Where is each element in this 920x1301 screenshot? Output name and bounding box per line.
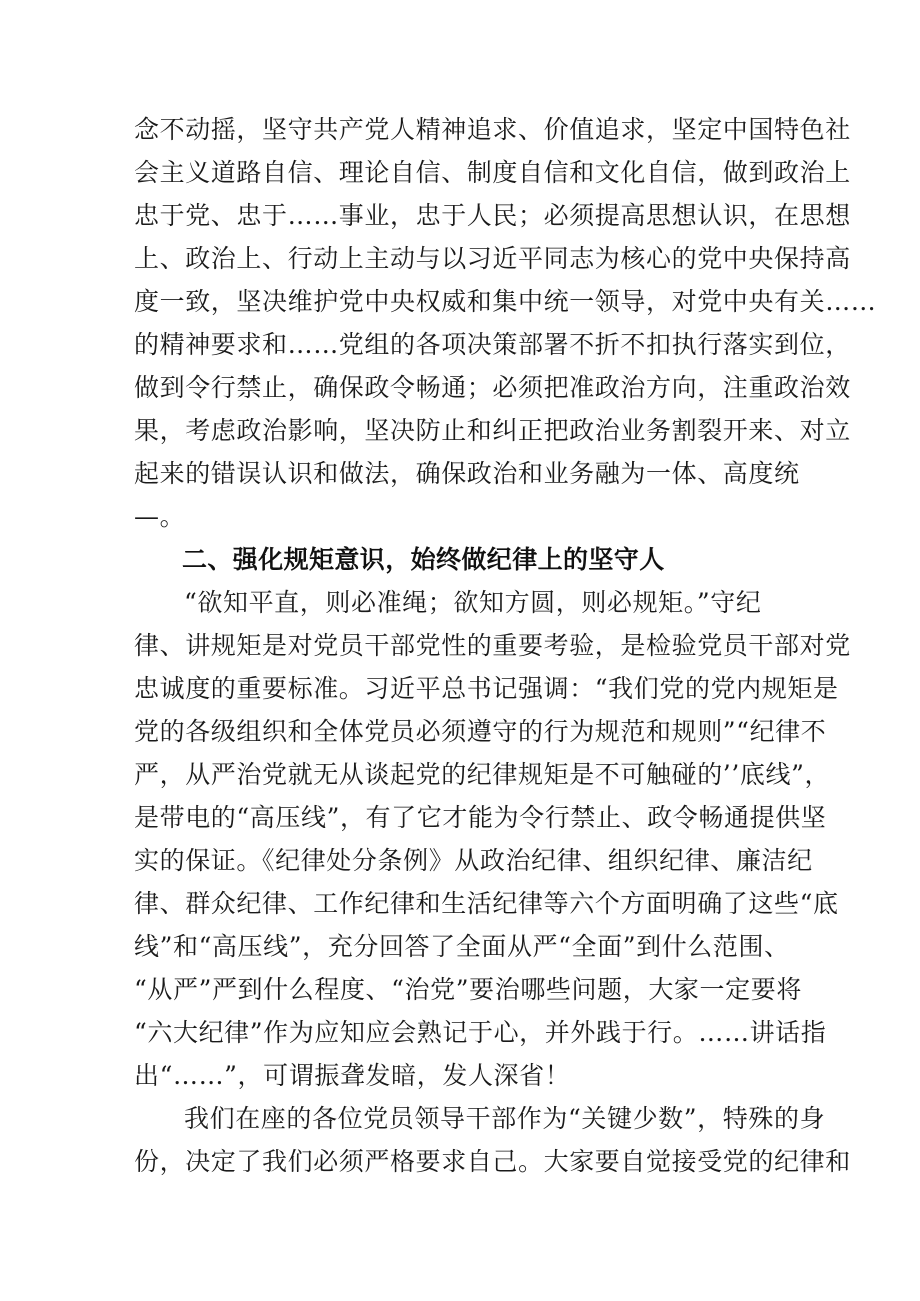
paragraph-line: 果，考虑政治影响，坚决防止和纠正把政治业务割裂开来、对立 (134, 416, 851, 445)
paragraph-line: 严，从严治党就无从谈起党的纪律规矩是不可触碰的’’底线”， (134, 760, 831, 789)
paragraph-line: 会主义道路自信、理论自信、制度自信和文化自信，做到政治上 (134, 158, 851, 187)
paragraph-line: “六大纪律”作为应知应会熟记于心，并外践于行。……讲话指 (134, 1018, 827, 1047)
paragraph-line: 我们在座的各位党员领导干部作为“关键少数”，特殊的身 (184, 1104, 826, 1133)
paragraph-line: 上、政治上、行动上主动与以习近平同志为核心的党中央保持高 (134, 244, 851, 273)
paragraph-line: 线”和“高压线”，充分回答了全面从严“全面”到什么范围、 (134, 932, 790, 961)
paragraph-line: 忠于党、忠于……事业，忠于人民；必须提高思想认识，在思想 (134, 201, 851, 230)
paragraph-line: 是带电的“高压线”，有了它才能为令行禁止、政令畅通提供坚 (134, 803, 827, 832)
paragraph-line: 做到令行禁止，确保政令畅通；必须把准政治方向，注重政治效 (134, 373, 851, 402)
paragraph-line: —。 (134, 502, 186, 531)
paragraph-line: 律、讲规矩是对党员干部党性的重要考验，是检验党员干部对党 (134, 631, 851, 660)
paragraph-line: 念不动摇，坚守共产党人精神追求、价值追求，坚定中国特色社 (134, 115, 851, 144)
paragraph-line: 忠诚度的重要标准。习近平总书记强调：“我们党的党内规矩是 (134, 674, 839, 703)
paragraph-line: 的精神要求和……党组的各项决策部署不折不扣执行落实到位， (134, 330, 851, 359)
paragraph-line: “欲知平直，则必准绳；欲知方圆，则必规矩。”守纪 (184, 588, 762, 617)
paragraph-line: 份，决定了我们必须严格要求自己。大家要自觉接受党的纪律和 (134, 1147, 851, 1176)
paragraph-line: 实的保证。《纪律处分条例》从政治纪律、组织纪律、廉洁纪 (134, 846, 813, 875)
paragraph-line: 律、群众纪律、工作纪律和生活纪律等六个方面明确了这些“底 (134, 889, 839, 918)
paragraph-line: 起来的错误认识和做法，确保政治和业务融为一体、高度统 (134, 459, 800, 488)
paragraph-line: 出“……”，可谓振聋发暗，发人深省！ (134, 1061, 571, 1090)
paragraph-line: 度一致，坚决维护党中央权威和集中统一领导，对党中央有关…… (134, 287, 877, 316)
section-heading: 二、强化规矩意识，始终做纪律上的坚守人 (182, 545, 665, 574)
paragraph-line: 党的各级组织和全体党员必须遵守的行为规范和规则”“纪律不 (134, 717, 827, 746)
paragraph-line: “从严”严到什么程度、“治党”要治哪些问题，大家一定要将 (134, 975, 802, 1004)
